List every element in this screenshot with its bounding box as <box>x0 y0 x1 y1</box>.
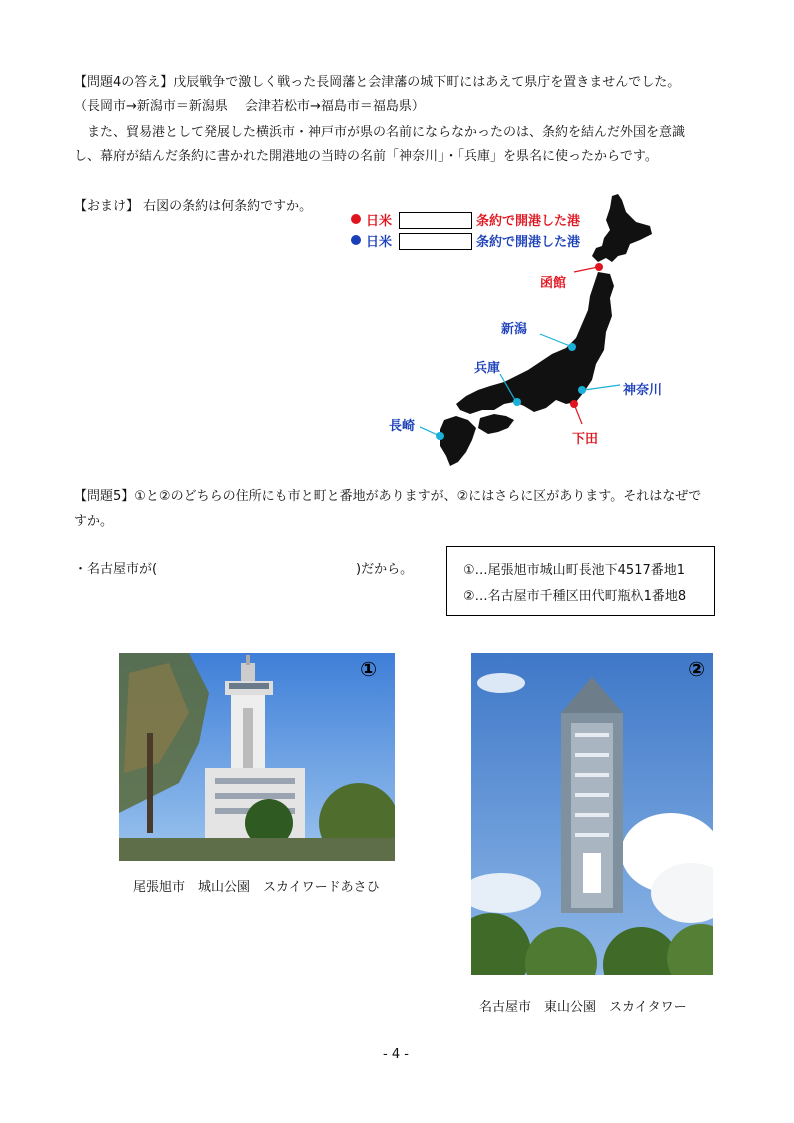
legend-blue-suffix: 条約で開港した港 <box>476 235 581 250</box>
photo2-caption: 名古屋市 東山公園 スカイタワー <box>479 1000 687 1015</box>
q5-answer-suffix: )だから。 <box>356 562 414 577</box>
photo1-number: ① <box>360 657 377 681</box>
label-niigata: 新潟 <box>501 322 528 337</box>
page-number: - 4 - <box>383 1047 409 1062</box>
photo-sky-tower <box>471 653 713 975</box>
label-kanagawa: 神奈川 <box>623 383 663 398</box>
sky-tower-illustration <box>471 653 713 975</box>
label-nagasaki: 長崎 <box>389 419 416 434</box>
hokkaido-shape <box>592 194 652 262</box>
q5-line1: 【問題5】①と②のどちらの住所にも市と町と番地がありますが、②にはさらに区があります。それはなぜで <box>74 489 702 504</box>
q4-line2: （長岡市→新潟市＝新潟県 会津若松市→福島市＝福島県） <box>74 99 425 114</box>
red-dot-icon <box>351 214 361 224</box>
address-box <box>446 546 715 616</box>
address-2: ②…名古屋市千種区田代町瓶杁1番地8 <box>463 589 687 604</box>
legend-red-suffix: 条約で開港した港 <box>476 214 581 229</box>
address-1: ①…尾張旭市城山町長池下4517番地1 <box>463 563 686 578</box>
photo1-caption: 尾張旭市 城山公園 スカイワードあさひ <box>133 880 380 895</box>
q4-line3: また、貿易港として発展した横浜市・神戸市が県の名前にならなかったのは、条約を結んだ外国を意識 <box>74 125 686 140</box>
photo-skyward-asahi <box>119 653 395 861</box>
q4-line1: 【問題4の答え】戊辰戦争で激しく戦った長岡藩と会津藩の城下町にはあえて県庁を置きませんでした。 <box>74 75 681 90</box>
blue-dot-icon <box>351 235 361 245</box>
photo2-number: ② <box>688 657 705 681</box>
skyward-asahi-illustration <box>119 653 395 861</box>
label-shimoda: 下田 <box>572 432 599 447</box>
q5-line2: すか。 <box>74 514 114 529</box>
label-hyogo: 兵庫 <box>474 361 501 376</box>
label-hakodate: 函館 <box>540 276 567 291</box>
omake-question: 【おまけ】 右図の条約は何条約ですか。 <box>74 199 313 214</box>
q5-answer-prefix: ・名古屋市が( <box>74 562 158 577</box>
legend-red-prefix: 日米 <box>366 214 393 229</box>
legend-blue-prefix: 日米 <box>366 235 393 250</box>
q4-line4: し、幕府が結んだ条約に書かれた開港地の当時の名前「神奈川」・「兵庫」を県名に使ったからです。 <box>74 149 658 164</box>
q5-answer-blank[interactable] <box>160 560 352 578</box>
